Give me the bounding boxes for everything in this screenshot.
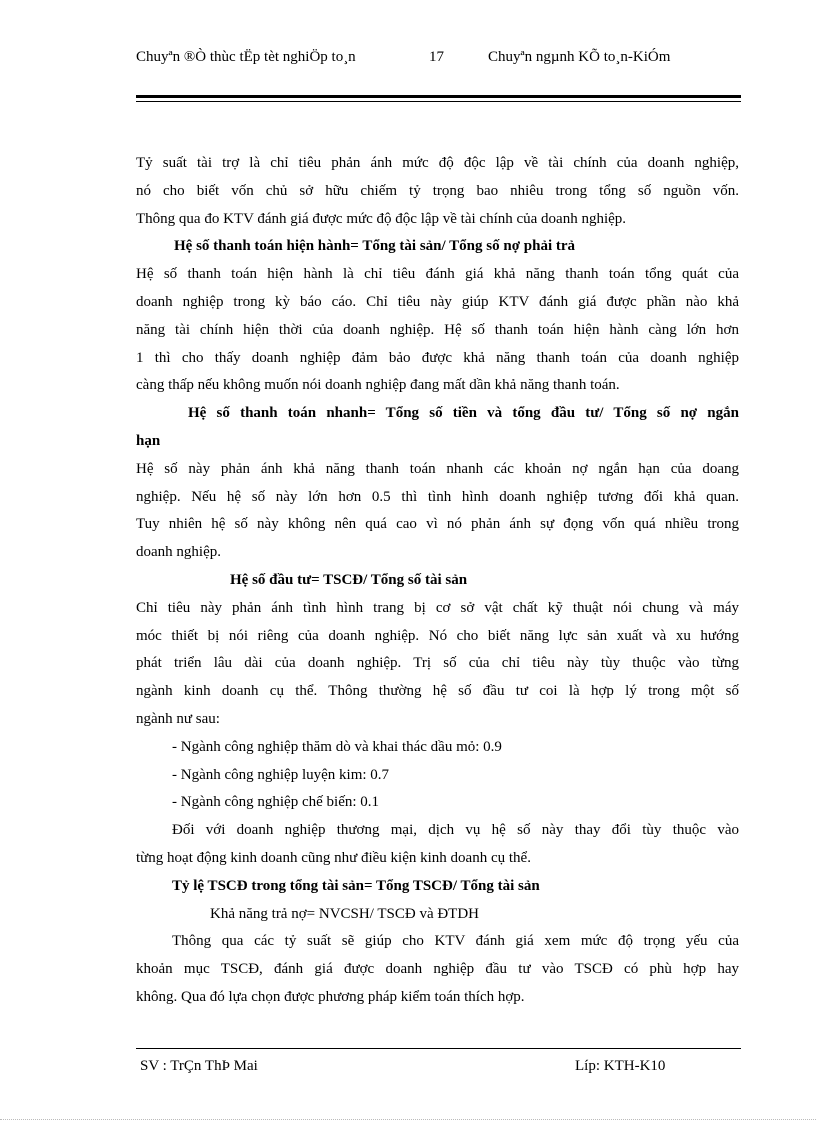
paragraph-line: nó cho biết vốn chủ sở hữu chiếm tỷ trọng bao nhiêu trong tổng số nguồn vốn. xyxy=(136,182,739,199)
paragraph-line: Đối với doanh nghiệp thương mại, dịch vụ hệ số này thay đổi tùy thuộc vào xyxy=(172,822,739,839)
page-edge-dotted-line xyxy=(0,1119,816,1121)
footer-student: SV : TrÇn ThÞ Mai xyxy=(140,1058,258,1074)
header-rule-thin xyxy=(136,101,741,102)
paragraph-line: ngành kinh doanh cụ thể. Thông thường hệ số đầu tư coi là hợp lý trong một số xyxy=(136,683,739,700)
list-item: - Ngành công nghiệp chế biến: 0.1 xyxy=(172,794,380,811)
paragraph-line: ngành nư sau: xyxy=(136,710,220,727)
paragraph-line: Thông qua các tỷ suất sẽ giúp cho KTV đánh giá xem mức độ trọng yếu của xyxy=(172,933,739,950)
paragraph-line: Tỷ suất tài trợ là chỉ tiêu phản ánh mức độ độc lập về tài chính của doanh nghiệp, xyxy=(136,155,739,171)
footer-class: Líp: KTH-K10 xyxy=(575,1058,666,1074)
paragraph-line: từng hoạt động kinh doanh cũng như điều kiện kinh doanh cụ thể. xyxy=(136,849,531,866)
formula-heading: Hệ số đầu tư= TSCĐ/ Tổng số tài sản xyxy=(230,571,468,588)
document-body xyxy=(136,150,739,1012)
paragraph-line: năng tài chính hiện thời của doanh nghiệp. Hệ số thanh toán hiện hành càng lớn hơn xyxy=(136,321,739,338)
header-left: Chuyªn ®Ò thùc tËp tèt nghiÖp to¸n xyxy=(136,49,356,65)
paragraph-line: Chỉ tiêu này phản ánh tình hình trang bị cơ sở vật chất kỹ thuật nói chung và máy xyxy=(136,599,739,616)
paragraph-line: nghiệp. Nếu hệ số này lớn hơn 0.5 thì tình hình doanh nghiệp tương đối khả quan. xyxy=(136,488,739,505)
page-number: 17 xyxy=(429,49,444,65)
list-item: - Ngành công nghiệp luyện kim: 0.7 xyxy=(172,766,390,783)
header-right: Chuyªn ngµnh KÕ to¸n-KiÓm xyxy=(488,49,671,65)
paragraph-line: doanh nghiệp trong kỳ báo cáo. Chỉ tiêu này giúp KTV đánh giá được phần nào khả xyxy=(136,293,739,310)
paragraph-line: phát triển lâu dài của doanh nghiệp. Trị số của chỉ tiêu này tùy thuộc vào từng xyxy=(136,655,739,672)
header-rule-thick xyxy=(136,95,741,98)
formula-heading: Tỷ lệ TSCĐ trong tổng tài sản= Tổng TSCĐ/ Tổng tài sản xyxy=(172,877,540,894)
paragraph-line: khoản mục TSCĐ, đánh giá được doanh nghiệp đầu tư vào TSCĐ có phù hợp hay xyxy=(136,961,739,978)
list-item: - Ngành công nghiệp thăm dò và khai thác dầu mỏ: 0.9 xyxy=(172,738,502,755)
paragraph-line: Hệ số này phản ánh khả năng thanh toán nhanh các khoản nợ ngắn hạn của doang xyxy=(136,460,739,477)
paragraph-line: 1 thì cho thấy doanh nghiệp đảm bảo được khả năng thanh toán của doanh nghiệp xyxy=(136,349,739,366)
paragraph-line: móc thiết bị nói riêng của doanh nghiệp. Nó cho biết năng lực sản xuất và xu hướng xyxy=(136,627,739,644)
formula-line: Khả năng trả nợ= NVCSH/ TSCĐ và ĐTDH xyxy=(210,905,480,922)
paragraph-line: doanh nghiệp. xyxy=(136,544,221,561)
formula-heading: Hệ số thanh toán hiện hành= Tổng tài sản/ Tổng số nợ phải trả xyxy=(174,238,576,255)
paragraph-line: không. Qua đó lựa chọn được phương pháp kiểm toán thích hợp. xyxy=(136,988,525,1005)
paragraph-line: càng thấp nếu không muốn nói doanh nghiệp đang mất dần khả năng thanh toán. xyxy=(136,377,620,394)
paragraph-line: Hệ số thanh toán hiện hành là chỉ tiêu đánh giá khả năng thanh toán tổng quát của xyxy=(136,266,739,283)
footer-rule xyxy=(136,1048,741,1049)
paragraph-line: Thông qua đo KTV đánh giá được mức độ độc lập về tài chính của doanh nghiệp. xyxy=(136,210,627,227)
formula-heading: Hệ số thanh toán nhanh= Tổng số tiền và tổng đầu tư/ Tổng số nợ ngắn xyxy=(188,405,739,422)
formula-heading-continued: hạn xyxy=(136,432,161,449)
paragraph-line: Tuy nhiên hệ số này không nên quá cao vì nó phản ánh sự đọng vốn quá nhiều trong xyxy=(136,516,739,533)
